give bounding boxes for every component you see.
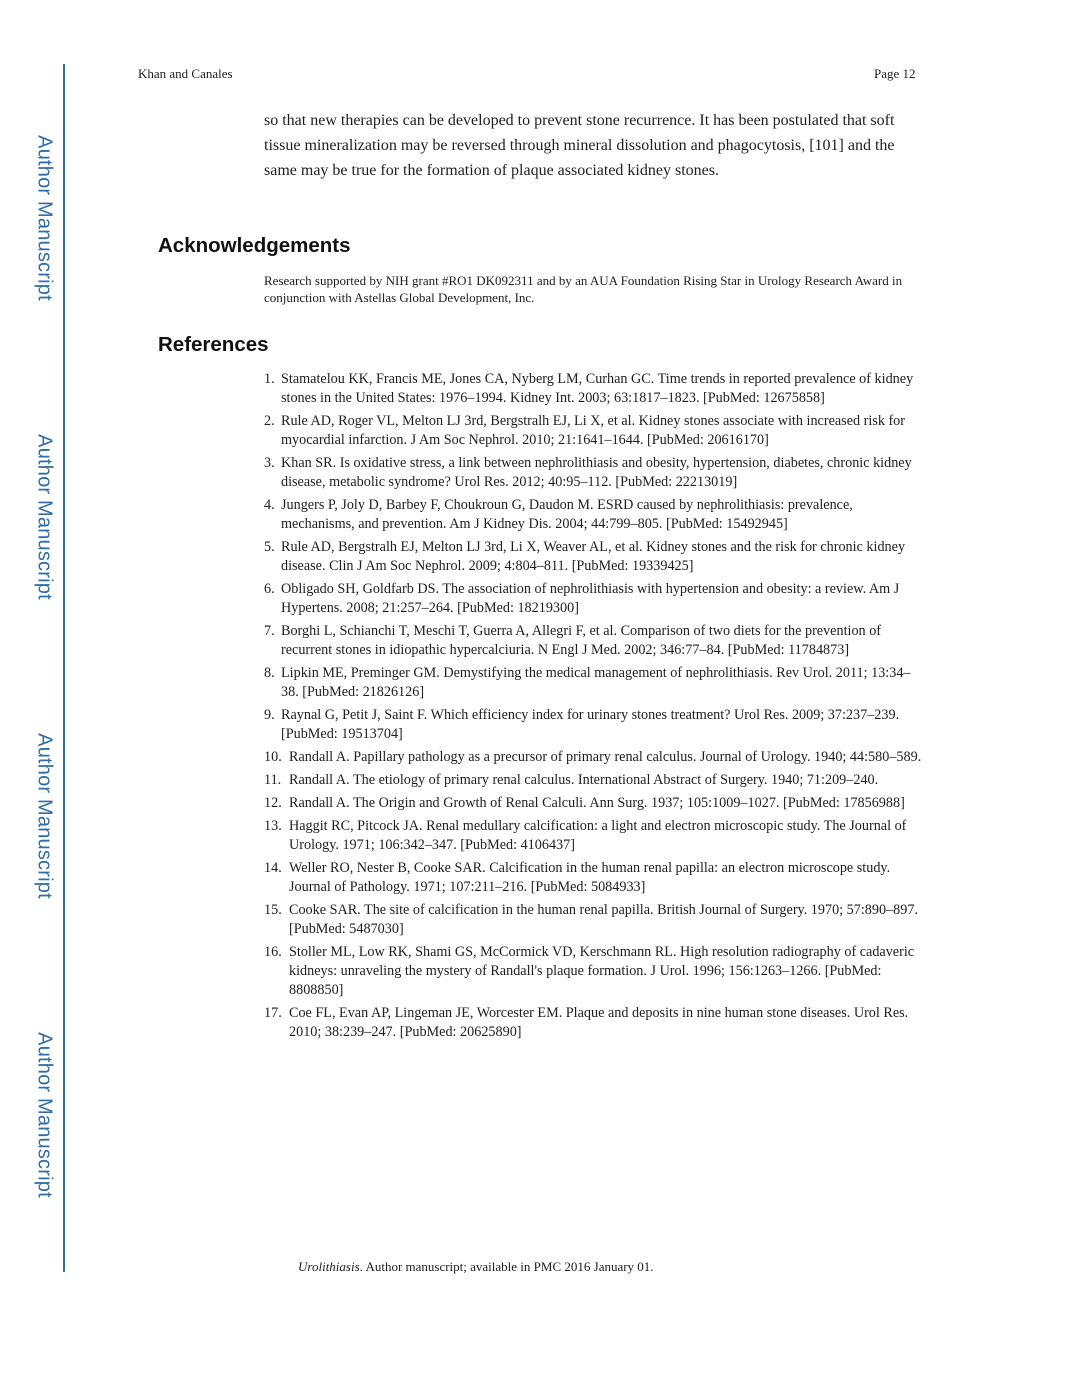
reference-number: 8.	[264, 665, 275, 681]
reference-item	[264, 454, 924, 492]
reference-number: 1.	[264, 371, 275, 387]
reference-text: Haggit RC, Pitcock JA. Renal medullary calcification: a light and electron microscopic study. The Journal of Urology. 1971; 106:342–347. [PubMed: 4106437]	[289, 818, 907, 853]
reference-text: Randall A. The etiology of primary renal calculus. International Abstract of Surgery. 1940; 71:209–240.	[289, 772, 879, 788]
reference-number: 17.	[264, 1005, 282, 1021]
reference-text: Rule AD, Bergstralh EJ, Melton LJ 3rd, Li X, Weaver AL, et al. Kidney stones and the risk for chronic kidney disease. Clin J Am Soc Nephrol. 2009; 4:804–811. [PubMed: 19339425]	[281, 539, 906, 574]
reference-number: 4.	[264, 497, 275, 513]
reference-number: 10.	[264, 749, 282, 765]
reference-number: 16.	[264, 944, 282, 960]
reference-item	[264, 412, 924, 450]
reference-text: Khan SR. Is oxidative stress, a link between nephrolithiasis and obesity, hypertension, diabetes, chronic kidney disease, metabolic syndrome? Urol Res. 2012; 40:95–112. [PubMed: 22213019]	[281, 455, 912, 490]
reference-item	[264, 622, 924, 660]
reference-item	[264, 817, 924, 855]
reference-number: 2.	[264, 413, 275, 429]
reference-number: 11.	[264, 772, 282, 788]
reference-item	[264, 748, 924, 767]
reference-number: 7.	[264, 623, 275, 639]
reference-text: Jungers P, Joly D, Barbey F, Choukroun G, Daudon M. ESRD caused by nephrolithiasis: prevalence, mechanisms, and prevention. Am J Kidney Dis. 2004; 44:799–805. [PubMed: 15492945]	[281, 497, 853, 532]
reference-item	[264, 943, 924, 1000]
reference-text: Stoller ML, Low RK, Shami GS, McCormick VD, Kerschmann RL. High resolution radiography of cadaveric kidneys: unraveling the mystery of Randall's plaque formation. J Urol. 1996; 156:1263–1266. [PubMed: 8808850]	[289, 944, 915, 998]
reference-number: 6.	[264, 581, 275, 597]
references-heading: References	[158, 333, 269, 356]
reference-number: 13.	[264, 818, 282, 834]
reference-text: Weller RO, Nester B, Cooke SAR. Calcification in the human renal papilla: an electron microscope study. Journal of Pathology. 1971; 107:211–216. [PubMed: 5084933]	[289, 860, 891, 895]
reference-number: 15.	[264, 902, 282, 918]
running-head-authors: Khan and Canales	[138, 66, 233, 81]
reference-item	[264, 771, 924, 790]
footer-journal: Urolithiasis	[298, 1259, 360, 1274]
reference-text: Lipkin ME, Preminger GM. Demystifying the medical management of nephrolithiasis. Rev Urol. 2011; 13:34–38. [PubMed: 21826126]	[281, 665, 911, 700]
page-number: Page 12	[874, 66, 916, 81]
acknowledgements-text: Research supported by NIH grant #RO1 DK092311 and by an AUA Foundation Rising Star in Urology Research Award in conjunction with Astellas Global Development, Inc.	[264, 273, 903, 305]
footer-text: . Author manuscript; available in PMC 2016 January 01.	[359, 1259, 654, 1274]
reference-item	[264, 901, 924, 939]
reference-text: Borghi L, Schianchi T, Meschi T, Guerra A, Allegri F, et al. Comparison of two diets for the prevention of recurrent stones in idiopathic hypercalciuria. N Engl J Med. 2002; 346:77–84. [PubMed: 11784873]	[281, 623, 882, 658]
reference-item	[264, 1004, 924, 1042]
reference-item	[264, 706, 924, 744]
reference-text: Obligado SH, Goldfarb DS. The association of nephrolithiasis with hypertension and obesity: a review. Am J Hypertens. 2008; 21:257–264. [PubMed: 18219300]	[281, 581, 900, 616]
reference-text: Raynal G, Petit J, Saint F. Which efficiency index for urinary stones treatment? Urol Res. 2009; 37:237–239. [PubMed: 19513704]	[281, 707, 900, 742]
reference-text: Randall A. The Origin and Growth of Renal Calculi. Ann Surg. 1937; 105:1009–1027. [PubMed: 17856988]	[289, 795, 905, 811]
side-rule	[63, 64, 65, 1272]
reference-list	[264, 370, 924, 1046]
intro-paragraph: so that new therapies can be developed to prevent stone recurrence. It has been postulated that soft tissue mineralization may be reversed through mineral dissolution and phagocytosis, [101] and the same may be true for the formation of plaque associated kidney stones.	[264, 112, 895, 179]
reference-item	[264, 538, 924, 576]
reference-item	[264, 580, 924, 618]
reference-text: Randall A. Papillary pathology as a precursor of primary renal calculus. Journal of Urology. 1940; 44:580–589.	[289, 749, 922, 765]
reference-text: Coe FL, Evan AP, Lingeman JE, Worcester EM. Plaque and deposits in nine human stone diseases. Urol Res. 2010; 38:239–247. [PubMed: 20625890]	[289, 1005, 909, 1040]
reference-item	[264, 496, 924, 534]
reference-item	[264, 859, 924, 897]
reference-number: 3.	[264, 455, 275, 471]
reference-number: 5.	[264, 539, 275, 555]
reference-text: Cooke SAR. The site of calcification in the human renal papilla. British Journal of Surgery. 1970; 57:890–897. [PubMed: 5487030]	[289, 902, 919, 937]
reference-item	[264, 370, 924, 408]
reference-item	[264, 664, 924, 702]
reference-number: 12.	[264, 795, 282, 811]
footer-citation	[298, 1259, 654, 1275]
acknowledgements-heading: Acknowledgements	[158, 234, 351, 257]
reference-number: 9.	[264, 707, 275, 723]
reference-number: 14.	[264, 860, 282, 876]
reference-text: Stamatelou KK, Francis ME, Jones CA, Nyberg LM, Curhan GC. Time trends in reported prevalence of kidney stones in the United States: 1976–1994. Kidney Int. 2003; 63:1817–1823. [PubMed: 12675858]	[281, 371, 914, 406]
reference-text: Rule AD, Roger VL, Melton LJ 3rd, Bergstralh EJ, Li X, et al. Kidney stones associate with increased risk for myocardial infarction. J Am Soc Nephrol. 2010; 21:1641–1644. [PubMed: 20616170]	[281, 413, 905, 448]
reference-item	[264, 794, 924, 813]
